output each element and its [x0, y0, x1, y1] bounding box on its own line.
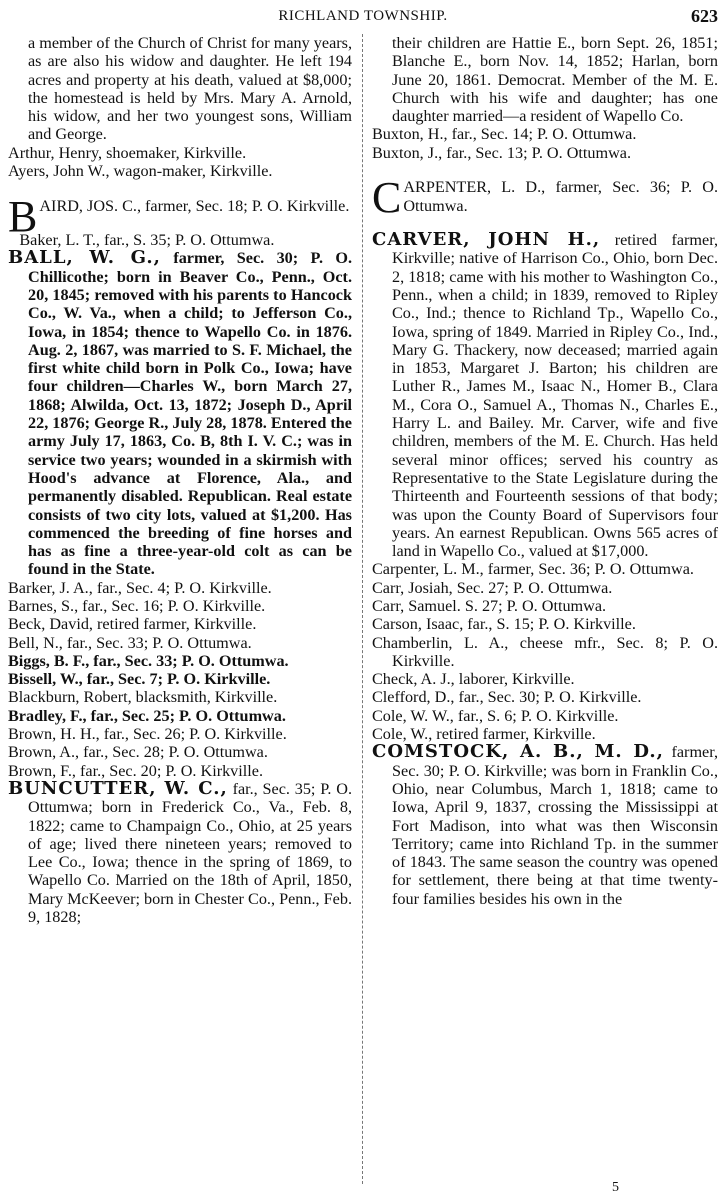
- entry-barnes: Barnes, S., far., Sec. 16; P. O. Kirkville.: [8, 596, 266, 615]
- entry-carr-josiah: Carr, Josiah, Sec. 27; P. O. Ottumwa.: [372, 578, 613, 597]
- arnold-entry-continuation: a member of the Church of Christ for many years, as are also his widow and daughter. He left 194 acres and property at his death, valued at $8,000; the homestead is held by Mrs. Mary A. Arnold, his widow, and her two youngest sons, William and George.: [28, 34, 352, 144]
- entry-clefford: Clefford, D., far., Sec. 30; P. O. Kirkville.: [372, 688, 642, 707]
- entry-carpenter-ld: [372, 173, 718, 223]
- entry-ayers: Ayers, John W., wagon-maker, Kirkville.: [8, 162, 273, 181]
- entry-brown-h: Brown, H. H., far., Sec. 26; P. O. Kirkville.: [8, 725, 287, 744]
- entry-ball: [8, 249, 352, 578]
- entry-carpenter-lm: Carpenter, L. M., farmer, Sec. 36; P. O. Ottumwa.: [372, 560, 694, 579]
- running-title: RICHLAND TOWNSHIP.: [278, 8, 448, 24]
- entry-arthur: Arthur, Henry, shoemaker, Kirkville.: [8, 143, 247, 162]
- right-column: [372, 34, 718, 908]
- entry-carver: [372, 231, 718, 560]
- entry-blackburn: Blackburn, Robert, blacksmith, Kirkville.: [8, 688, 278, 707]
- buncutter-bio: far., Sec. 35; P. O. Ottumwa; born in Frederick Co., Va., Feb. 8, 1822; came to Champaign Co., Ohio, at 25 years of age; lived there nineteen years; removed to Lee Co., Iowa; thence in the spring of 1869, to Wapello Co. Married on the 18th of April, 1850, Mary McKeever; born in Chester Co., Penn., Feb. 9, 1828;: [28, 779, 353, 927]
- column-divider: [362, 34, 363, 1184]
- entry-cole-ww: Cole, W. W., far., S. 6; P. O. Kirkville.: [372, 706, 619, 725]
- entry-carson: Carson, Isaac, far., S. 15; P. O. Kirkville.: [372, 615, 636, 634]
- entry-buxton-j: Buxton, J., far., Sec. 13; P. O. Ottumwa.: [372, 143, 631, 162]
- drop-cap-c: C: [372, 173, 402, 223]
- page-header: [0, 6, 726, 28]
- entry-cole-w: Cole, W., retired farmer, Kirkville.: [372, 725, 596, 744]
- entry-buncutter: [8, 777, 353, 927]
- comstock-name: COMSTOCK, A. B., M. D.,: [372, 741, 664, 763]
- entry-carpenter-ld-text: ARPENTER, L. D., farmer, Sec. 36; P. O. Ottumwa.: [403, 178, 718, 215]
- ball-name: BALL, W. G.,: [8, 247, 161, 269]
- entry-brown-a: Brown, A., far., Sec. 28; P. O. Ottumwa.: [8, 743, 268, 762]
- entry-chamberlin: Chamberlin, L. A., cheese mfr., Sec. 8; P. O. Kirkville.: [372, 633, 718, 670]
- entry-baker: Baker, L. T., far., S. 35; P. O. Ottumwa.: [19, 231, 275, 250]
- entry-beck: Beck, David, retired farmer, Kirkville.: [8, 615, 257, 634]
- buncutter-entry-continuation: their children are Hattie E., born Sept. 26, 1851; Blanche E., born Nov. 14, 1852; Harlan, born June 20, 1861. Democrat. Member of the M. E. Church with his wife and daughter; has one daughter married—a resident of Wapello Co.: [392, 34, 718, 126]
- ball-bio: farmer, Sec. 30; P. O. Chillicothe; born in Beaver Co., Penn., Oct. 20, 1845; removed with his parents to Hancock Co., W. Va., when a child; to Jefferson Co., Iowa, in 1854; thence to Wapello Co. in 1876. Aug. 2, 1867, was married to S. F. Michael, the first white child born in Polk Co., Iowa; have four children—Charles W., born March 27, 1868; Alwilda, Oct. 13, 1872; Joseph D., April 22, 1876; George R., July 28, 1878. Entered the army July 17, 1863, Co. B, 8th I. V. C.; was in service two years; wounded in a skirmish with Hood's advance at Florence, Ala., and permanently disabled. Republican. Real estate consists of two city lots, valued at $1,200. Has commenced the breeding of fine horses and has as fine a three-year-old colt as can be found in the State.: [28, 249, 353, 579]
- entry-biggs: Biggs, B. F., far., Sec. 33; P. O. Ottumwa.: [8, 651, 289, 670]
- comstock-bio: farmer, Sec. 30; P. O. Kirkville; was born in Franklin Co., Ohio, near Columbus, March 1, 1818; came to Iowa, April 9, 1837, crossing the Mississippi at Fort Madison, into what was then Wisconsin Territory; came into Richland Tp. in the summer of 1843. The same season the country was opened for settlement, there being at that time twenty-four families besides his own in the: [392, 743, 719, 908]
- entry-carr-samuel: Carr, Samuel. S. 27; P. O. Ottumwa.: [372, 596, 607, 615]
- entry-bell: Bell, N., far., Sec. 33; P. O. Ottumwa.: [8, 633, 252, 652]
- entry-buxton-h: Buxton, H., far., Sec. 14; P. O. Ottumwa.: [372, 125, 637, 144]
- entry-brown-f: Brown, F., far., Sec. 20; P. O. Kirkville.: [8, 761, 263, 780]
- buncutter-name: BUNCUTTER, W. C.,: [8, 777, 228, 799]
- entry-baird-text: AIRD, JOS. C., farmer, Sec. 18; P. O. Kirkville.: [39, 196, 350, 215]
- page-number: 623: [691, 6, 718, 26]
- entry-bissell: Bissell, W., far., Sec. 7; P. O. Kirkville.: [8, 670, 271, 689]
- drop-cap-b: B: [8, 191, 38, 241]
- entry-comstock: [372, 743, 718, 908]
- entry-bradley: Bradley, F., far., Sec. 25; P. O. Ottumwa.: [8, 706, 286, 725]
- carver-bio: retired farmer, Kirkville; native of Harrison Co., Ohio, born Dec. 2, 1818; came with his mother to Washington Co., Penn., when a child; in 1839, removed to Ripley Co., Ind.; thence to Richland Tp., Wapello Co., Iowa, spring of 1849. Married in Ripley Co., Ind., Mary G. Thackery, now deceased; married again in 1853, Margaret J. Barton; his children are Luther R., James M., Isaac N., Homer B., Clara M., Cora O., Samuel A., Thomas N., Charles E., Harry L. and Bailey. Mr. Carver, wife and five children, members of the M. E. Church. Has held several minor offices; served his country as Representative to the State Legislature during the Thirteenth and Fourteenth sessions of that body; was upon the County Board of Supervisors four years. An earnest Republican. Owns 565 acres of land in Wapello Co., valued at $17,000.: [392, 231, 718, 561]
- left-column: [8, 34, 352, 926]
- carver-name: CARVER, JOHN H.,: [372, 229, 601, 251]
- signature-mark: 5: [612, 1180, 619, 1195]
- entry-barker: Barker, J. A., far., Sec. 4; P. O. Kirkville.: [8, 578, 272, 597]
- entry-check: Check, A. J., laborer, Kirkville.: [372, 670, 575, 689]
